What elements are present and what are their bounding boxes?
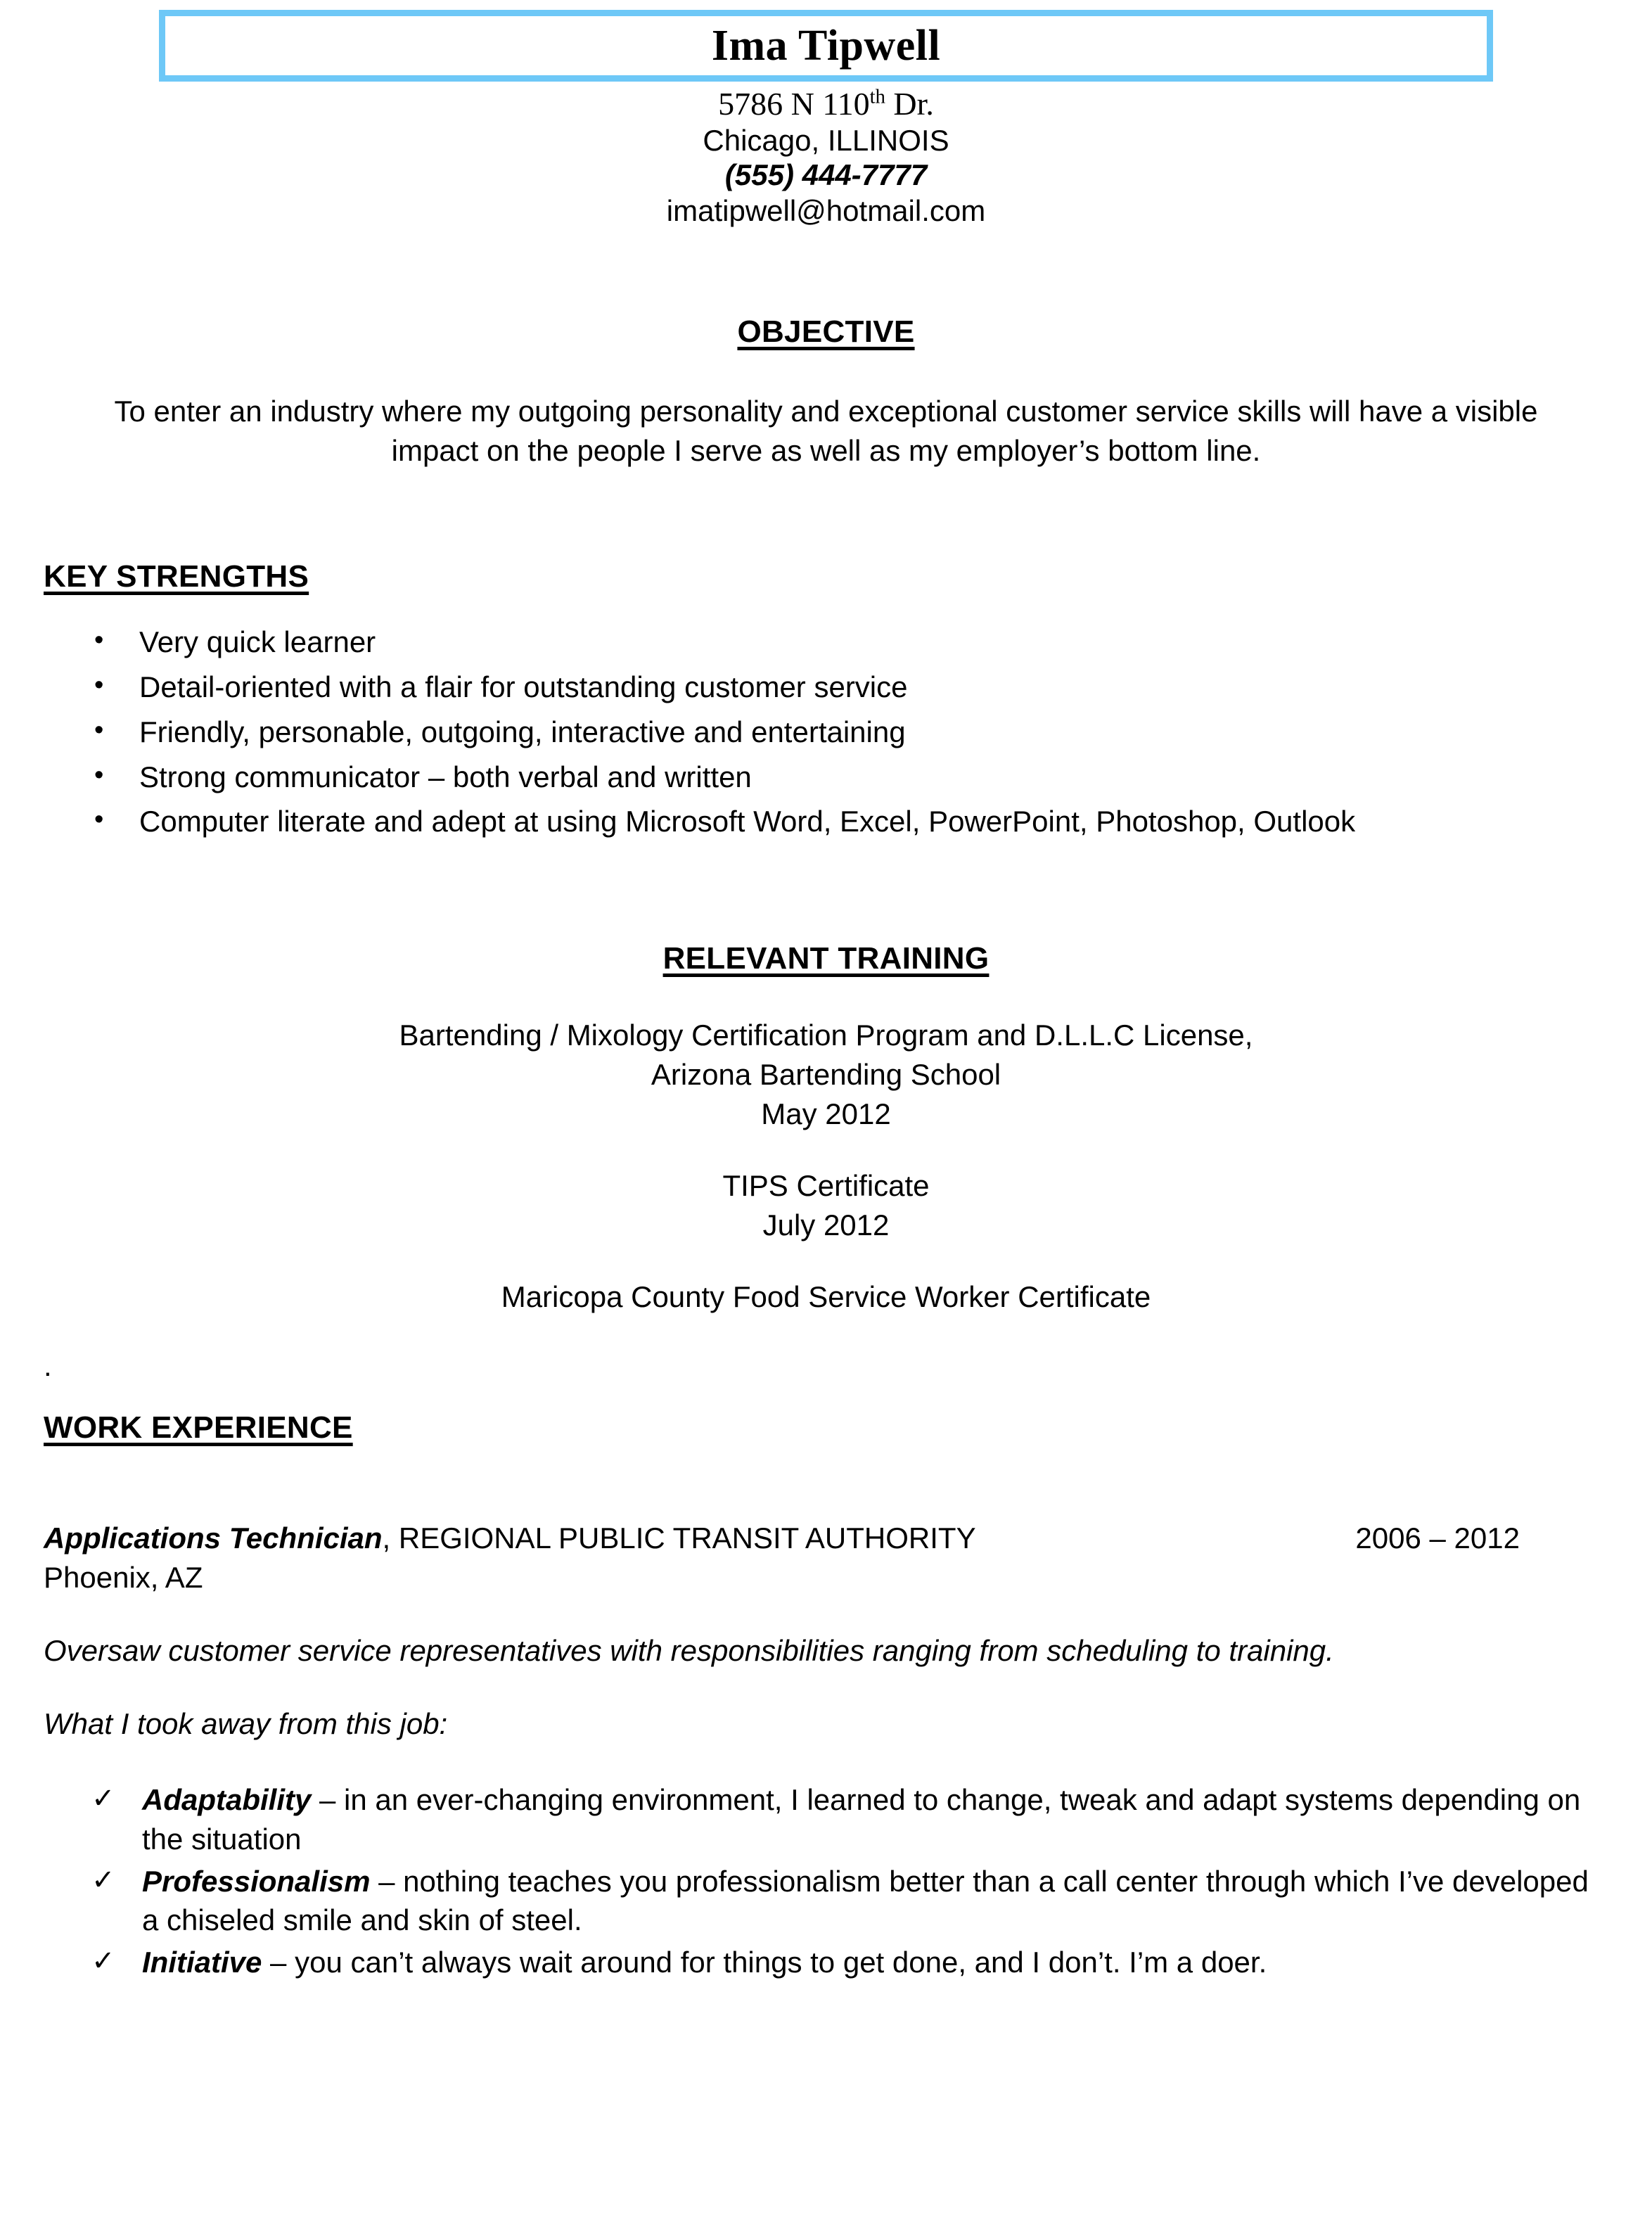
- candidate-name: Ima Tipwell: [711, 22, 941, 70]
- takeaway-term: Professionalism: [142, 1864, 371, 1898]
- takeaway-term: Adaptability: [142, 1782, 312, 1816]
- street-address: [44, 86, 1608, 123]
- training-line: Maricopa County Food Service Worker Certificate: [501, 1279, 1151, 1313]
- takeaway-text: – in an ever-changing environment, I learned to change, tweak and adapt systems depending on the situation: [142, 1782, 1581, 1856]
- list-item-text: Friendly, personable, outgoing, interactive and entertaining: [139, 715, 906, 748]
- job-dates: 2006 – 2012: [1355, 1521, 1520, 1555]
- list-item: [44, 668, 1608, 707]
- work-experience-heading: WORK EXPERIENCE: [44, 1410, 353, 1445]
- training-line: Arizona Bartending School: [651, 1058, 1001, 1092]
- list-item: [44, 1862, 1608, 1941]
- address-ordinal: th: [869, 86, 885, 108]
- list-item: [44, 713, 1608, 752]
- takeaway-term: Initiative: [142, 1946, 262, 1979]
- email-address: imatipwell@hotmail.com: [666, 193, 986, 227]
- job-title: Applications Technician: [44, 1521, 383, 1555]
- key-strengths-list: [44, 623, 1608, 841]
- takeaway-text: – you can’t always wait around for things to get done, and I don’t. I’m a doer.: [262, 1946, 1267, 1979]
- list-item-text: Very quick learner: [139, 625, 376, 658]
- check-icon: ✓: [91, 1782, 115, 1814]
- list-item-text: Computer literate and adept at using Microsoft Word, Excel, PowerPoint, Photoshop, Outlook: [139, 805, 1356, 838]
- job-description: Oversaw customer service representatives with responsibilities ranging from scheduling to training.: [44, 1634, 1334, 1668]
- bullet-icon: •: [94, 805, 104, 835]
- bullet-icon: •: [94, 715, 104, 745]
- takeaway-lead: What I took away from this job:: [44, 1706, 448, 1740]
- bullet-icon: •: [94, 625, 104, 655]
- training-line: TIPS Certificate: [722, 1168, 930, 1202]
- training-line: May 2012: [761, 1097, 891, 1130]
- list-item: [44, 623, 1608, 662]
- address-number: 5786 N 110: [718, 86, 870, 122]
- training-line: July 2012: [762, 1208, 890, 1242]
- job-company: , REGIONAL PUBLIC TRANSIT AUTHORITY: [382, 1521, 976, 1555]
- list-item: [44, 802, 1608, 841]
- key-strengths-heading: KEY STRENGTHS: [44, 558, 309, 594]
- bullet-icon: •: [94, 670, 104, 700]
- takeaway-list: [44, 1780, 1608, 1982]
- list-item-text: Strong communicator – both verbal and written: [139, 760, 752, 793]
- phone-number: (555) 444-7777: [724, 158, 928, 192]
- relevant-training-heading: RELEVANT TRAINING: [662, 941, 990, 976]
- name-banner: [159, 10, 1493, 82]
- training-entry: [44, 1166, 1608, 1245]
- objective-heading: OBJECTIVE: [737, 314, 915, 350]
- list-item: [44, 758, 1608, 797]
- objective-body: To enter an industry where my outgoing personality and exceptional customer service skills will have a visible impact on the people I serve as well as my employer’s bottom line.: [114, 395, 1538, 468]
- stray-period: .: [44, 1349, 52, 1383]
- city-state: Chicago, ILLINOIS: [703, 123, 949, 157]
- list-item-text: Detail-oriented with a flair for outstanding customer service: [139, 670, 908, 703]
- resume-page: [0, 10, 1652, 2234]
- training-entry: [44, 1277, 1608, 1317]
- bullet-icon: •: [94, 760, 104, 790]
- training-line: Bartending / Mixology Certification Program and D.L.L.C License,: [399, 1019, 1253, 1052]
- list-item: [44, 1943, 1608, 1982]
- list-item: [44, 1780, 1608, 1859]
- address-suffix: Dr.: [885, 86, 934, 122]
- check-icon: ✓: [91, 1864, 115, 1896]
- training-entry: [44, 1016, 1608, 1134]
- contact-block: [44, 86, 1608, 229]
- job-header: [44, 1519, 1608, 1558]
- check-icon: ✓: [91, 1946, 115, 1977]
- job-location: Phoenix, AZ: [44, 1561, 203, 1595]
- takeaway-text: – nothing teaches you professionalism better than a call center through which I’ve developed a chiseled smile and skin of steel.: [142, 1864, 1589, 1937]
